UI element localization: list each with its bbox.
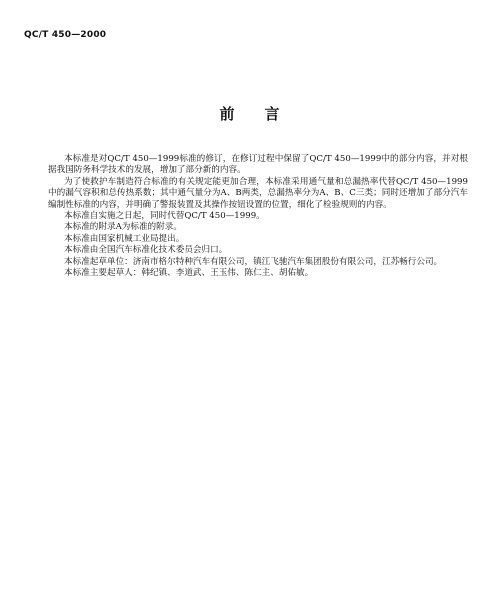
standard-code-header: QC/T 450—2000 <box>24 30 107 40</box>
paragraph-responsible-committee: 本标准由全国汽车标准化技术委员会归口。 <box>64 245 228 256</box>
paragraph-drafters: 本标准主要起草人：韩纪镇、李道武、王玉伟、陈仁主、胡佑敏。 <box>64 268 314 279</box>
page-title: 前言 <box>219 105 310 123</box>
paragraph-revision-note: 本标准是对QC/T 450—1999标准的修订，在修订过程中保留了QC/T 450—1999中的部分内容，并对根据我国防务科学技术的发展，增加了部分新的内容。 <box>48 154 468 176</box>
paragraph-technical-changes: 为了使救护车制造符合标准的有关规定能更加合理，本标准采用通气量和总漏热率代替QC/T 450—1999中的漏气容积和总传热系数；其中通气量分为A、B两类，总漏热率分为A、B、C三类；同时还增加了部分汽车编制性标准的内容，并明确了警报装置及其操作按钮设置的位置，细化了检验规则的内容。 <box>48 176 468 210</box>
paragraph-proposer: 本标准由国家机械工业局提出。 <box>64 233 185 244</box>
foreword-body <box>48 154 468 279</box>
paragraph-drafting-units: 本标准起草单位：济南市格尔特种汽车有限公司，镇江飞驰汽车集团股份有限公司，江苏畅行公司。 <box>64 256 443 267</box>
paragraph-replacement: 本标准自实施之日起，同时代替QC/T 450—1999。 <box>64 211 265 222</box>
paragraph-appendix: 本标准的附录A为标准的附录。 <box>64 222 182 233</box>
